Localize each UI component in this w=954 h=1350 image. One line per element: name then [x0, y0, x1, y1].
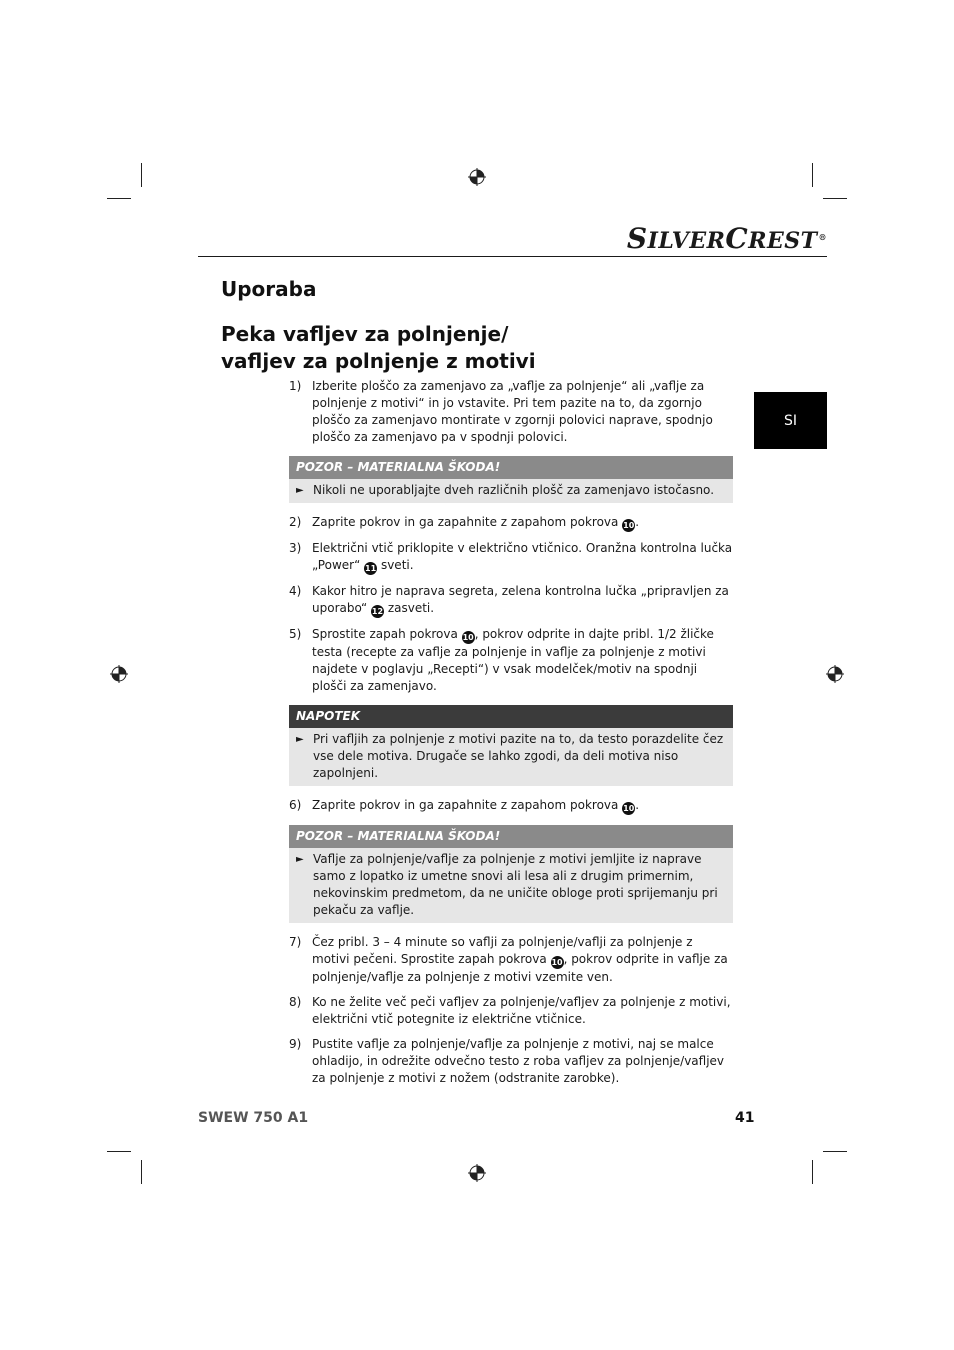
warning-box — [289, 456, 733, 503]
step-7 — [289, 934, 733, 986]
step-1 — [289, 378, 733, 446]
step-number: 1) — [289, 379, 302, 393]
step-text: Kakor hitro je naprava segreta, zelena kontrolna lučka „pripravljen za uporabo“ 12 zasveti. — [312, 584, 729, 616]
step-text: Električni vtič priklopite v električno vtičnico. Oranžna kontrolna lučka „Power“ 11 sveti. — [312, 541, 733, 573]
crop-mark — [812, 1160, 813, 1184]
step-text: Sprostite zapah pokrova 10, pokrov odprite in dajte pribl. 1/2 žličke testa (recepte za vaflje za polnjenje in vaflje za polnjenje z motivi najdete v poglavju „Recepti“) v vsak modelček/motiv na spodnji plošči za zamenjavo. — [312, 627, 714, 693]
crop-mark — [141, 163, 142, 187]
registration-mark-icon — [826, 665, 844, 683]
warning-heading: POZOR – MATERIALNA ŠKODA! — [289, 456, 733, 479]
footer-model-number: SWEW 750 A1 — [198, 1110, 309, 1126]
page-number: 41 — [735, 1110, 755, 1126]
crop-mark — [141, 1160, 142, 1184]
note-text: Pri vafljih za polnjenje z motivi pazite na to, da testo porazdelite čez vse dele motiva. Drugače se lahko zgodi, da deli motiva niso zapolnjeni. — [313, 732, 724, 780]
warning-text: Nikoli ne uporabljajte dveh različnih plošč za zamenjavo istočasno. — [313, 483, 715, 497]
registration-mark-icon — [468, 1164, 486, 1182]
part-number-badge: 10 — [462, 633, 474, 642]
step-text: Zaprite pokrov in ga zapahnite z zapahom pokrova 10. — [312, 798, 640, 813]
language-tab: SI — [754, 392, 827, 449]
part-number-badge: 10 — [551, 958, 563, 967]
step-text: Zaprite pokrov in ga zapahnite z zapahom pokrova 10. — [312, 515, 640, 530]
step-text: Ko ne želite več peči vafljev za polnjenje/vafljev za polnjenje z motivi, električni vtič potegnite iz električne vtičnice. — [312, 995, 731, 1026]
part-number-badge: 10 — [623, 521, 635, 530]
crop-mark — [823, 198, 847, 199]
step-number: 2) — [289, 515, 302, 529]
step-number: 6) — [289, 798, 302, 812]
warning-heading: POZOR – MATERIALNA ŠKODA! — [289, 825, 733, 848]
registration-mark-icon — [468, 168, 486, 186]
warning-text: Vaflje za polnjenje/vaflje za polnjenje z motivi jemljite iz naprave samo z lopatko iz umetne snovi ali lesa ali z drugim primernim, nekovinskim predmetom, da ne uničite obloge proti sprijemanju pri pekaču za vaflje. — [313, 852, 718, 917]
step-number: 8) — [289, 995, 302, 1009]
step-4 — [289, 583, 733, 618]
page-subtitle — [221, 321, 641, 375]
crop-mark — [107, 198, 131, 199]
bullet-arrow-icon: ► — [296, 854, 304, 865]
warning-body — [289, 479, 733, 503]
step-5 — [289, 626, 733, 695]
part-number-badge: 12 — [371, 607, 384, 616]
subtitle-line: Peka vafljev za polnjenje/ — [221, 322, 509, 346]
note-box — [289, 705, 733, 786]
step-number: 7) — [289, 935, 302, 949]
part-number-badge: 10 — [623, 804, 635, 813]
warning-body — [289, 848, 733, 923]
brand-logo: SILVERCREST® — [626, 222, 827, 255]
step-text: Pustite vaflje za polnjenje/vaflje za polnjenje z motivi, naj se malce ohladijo, in odrežite odvečno testo z roba vafljev za polnjenje/vafljev za polnjenje z motivi z nožem (odstranite zarobke). — [312, 1037, 725, 1085]
step-9 — [289, 1036, 733, 1087]
crop-mark — [823, 1151, 847, 1152]
step-2 — [289, 514, 733, 532]
note-body — [289, 728, 733, 786]
step-number: 5) — [289, 627, 302, 641]
header-divider — [198, 256, 827, 257]
crop-mark — [812, 163, 813, 187]
step-3 — [289, 540, 733, 575]
warning-box — [289, 825, 733, 923]
instructions — [289, 378, 733, 1095]
step-number: 4) — [289, 584, 302, 598]
step-number: 3) — [289, 541, 302, 555]
part-number-badge: 11 — [365, 564, 377, 573]
step-8 — [289, 994, 733, 1028]
step-number: 9) — [289, 1037, 302, 1051]
bullet-arrow-icon: ► — [296, 734, 304, 745]
step-text: Izberite ploščo za zamenjavo za „vaflje za polnjenje“ ali „vaflje za polnjenje z motivi“ in jo vstavite. Pri tem pazite na to, da zgornjo ploščo za zamenjavo montirate v zgornji polovici naprave, spodnjo ploščo za zamenjavo pa v spodnji polovici. — [312, 379, 713, 444]
note-heading: NAPOTEK — [289, 705, 733, 728]
crop-mark — [107, 1151, 131, 1152]
subtitle-line: vafljev za polnjenje z motivi — [221, 349, 536, 373]
bullet-arrow-icon: ► — [296, 485, 304, 496]
step-text: Čez pribl. 3 – 4 minute so vaflji za polnjenje/vaflji za polnjenje z motivi pečeni. Sprostite zapah pokrova 10, pokrov odprite in vaflje za polnjenje/vaflje za polnjenje z motivi vzemite ven. — [312, 935, 728, 984]
step-6 — [289, 797, 733, 815]
registration-mark-icon — [110, 665, 128, 683]
section-title: Uporaba — [221, 277, 317, 301]
